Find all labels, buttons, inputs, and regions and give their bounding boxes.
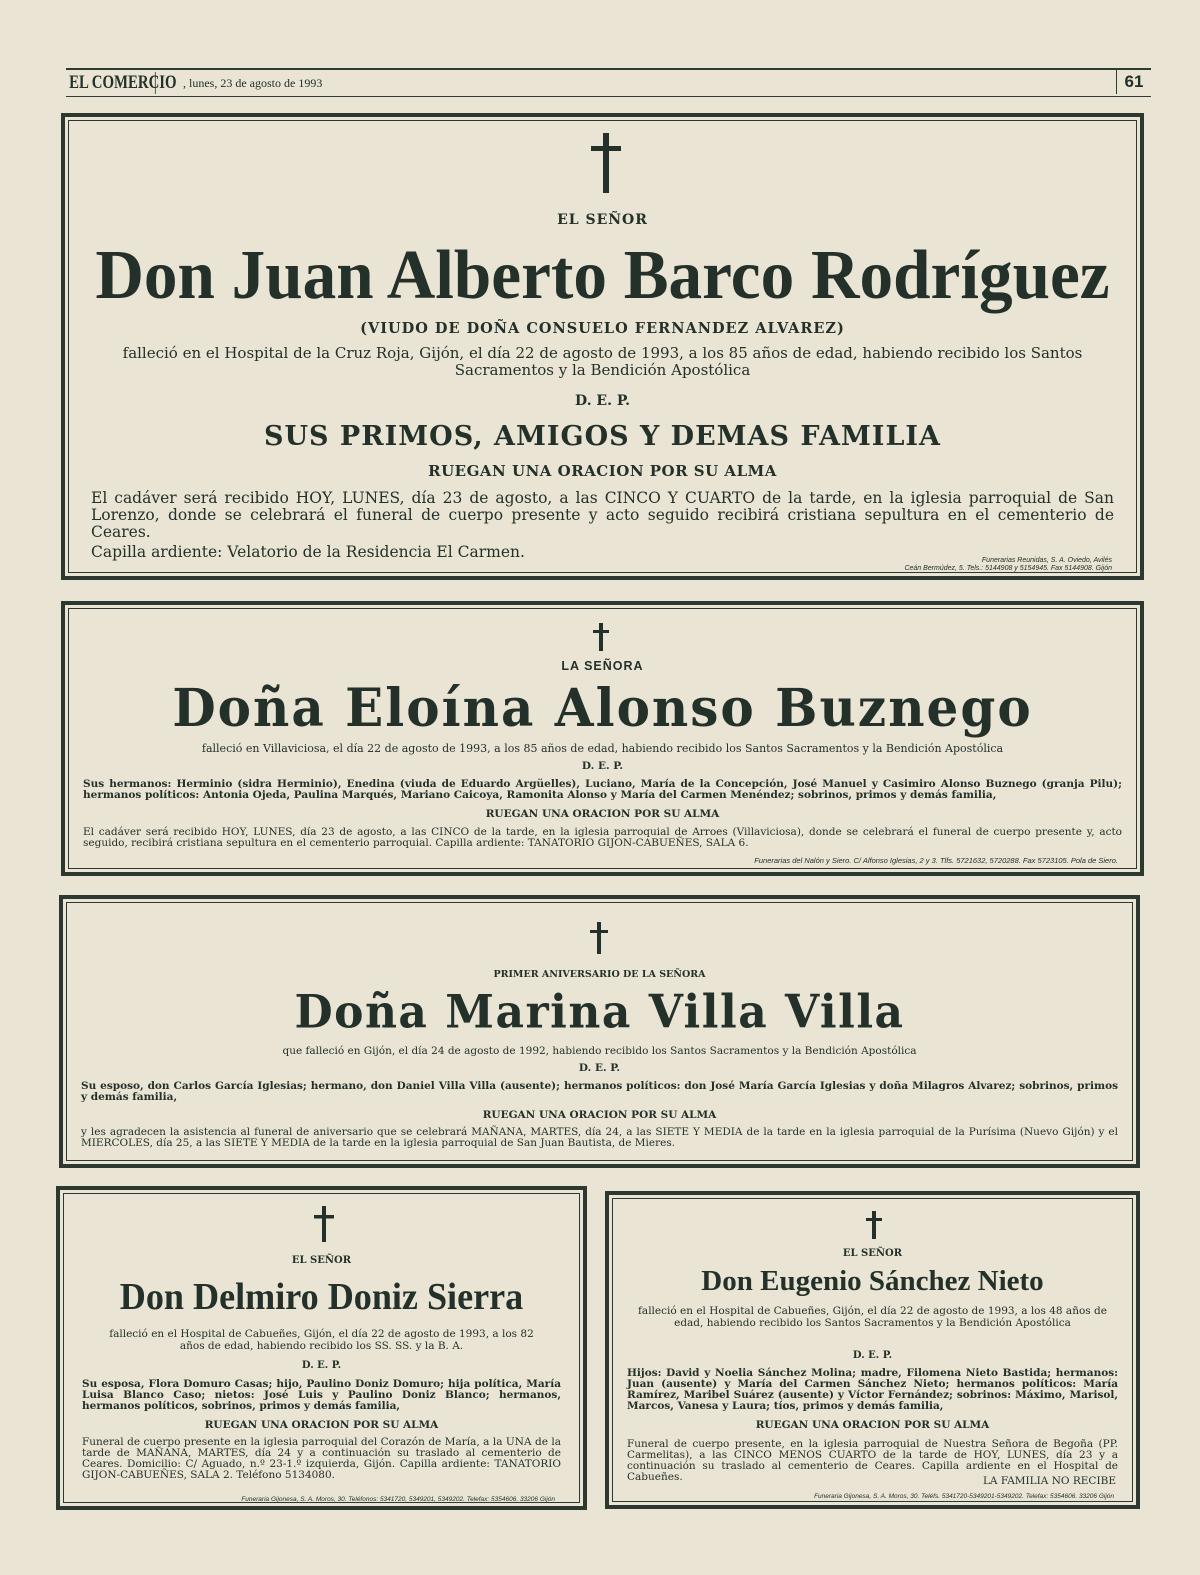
page-number: 61 xyxy=(1116,70,1151,94)
obituary-sanchez-nieto xyxy=(605,1191,1140,1509)
obituary-alonso-buznego xyxy=(61,601,1144,876)
obituary-doniz-sierra xyxy=(56,1186,587,1510)
issue-date: , lunes, 23 de agosto de 1993 xyxy=(183,75,323,90)
dep-line: D. E. P. xyxy=(581,760,624,772)
notice-label: EL SEÑOR xyxy=(557,212,648,228)
widower-line: (VIUDO DE DOÑA CONSUELO FERNANDEZ ALVAREZ) xyxy=(360,320,845,337)
death-text: falleció en el Hospital de Cabueñes, Gijón, el día 22 de agosto de 1993, a los 48 años de edad, habiendo recibido los Santos Sacramentos y la Bendición Apostólica xyxy=(638,1305,1107,1329)
funeral-details: y les agradecen la asistencia al funeral de aniversario que se celebrará MAÑANA, MARTES, día 24, a las SIETE Y MEDIA de la tarde en la iglesia parroquial de la Purísima (Nuevo Gijón) y el MIERCOLES, día 25, a las SIETE Y MEDIA de la tarde en la iglesia parroquial de San Juan Bautista, de Mieres. xyxy=(81,1126,1118,1150)
dep-line: D. E. P. xyxy=(852,1350,893,1361)
family-text: Sus hermanos: Herminio (sidra Herminio), Enedina (viuda de Eduardo Argüelles), Luciano, María de la Concepción, José Manuel y Casimiro Alonso Buznego (granja Pilu); hermanos políticos: Antonia Ojeda, Paulina Marqués, Mariano Caicoya, Ramonita Alonso y María del Carmen Menéndez; sobrinos, primos y demás familia, xyxy=(83,778,1122,802)
family-line: SUS PRIMOS, AMIGOS Y DEMAS FAMILIA xyxy=(263,421,942,452)
cross-icon xyxy=(590,922,608,954)
death-text: falleció en el Hospital de Cabueñes, Gijón, el día 22 de agosto de 1993, a los 82 años de edad, habiendo recibido los SS. SS. y la B. A. xyxy=(109,1328,534,1352)
funeral-details: Funeral de cuerpo presente, en la iglesia parroquial de Nuestra Señora de Begoña (PP. Carmelitas), a las CINCO MENOS CUARTO de la tarde de HOY, LUNES, día 23 y a continuación su traslado al cementerio de Ceares. Capilla ardiente en el Hospital de Cabueñes. xyxy=(627,1438,1118,1484)
funeral-home xyxy=(904,557,1112,574)
chapel-line: Capilla ardiente: Velatorio de la Residencia El Carmen. xyxy=(91,543,525,561)
no-receive-note: LA FAMILIA NO RECIBE xyxy=(982,1475,1116,1487)
death-text: que falleció en Gijón, el día 24 de agosto de 1992, habiendo recibido los Santos Sacramentos y la Bendición Apostólica xyxy=(282,1045,917,1057)
prayer-line: RUEGAN UNA ORACION POR SU ALMA xyxy=(485,808,720,820)
family-text: Su esposa, Flora Domuro Casas; hijo, Paulino Doniz Domuro; hija política, María Luisa Blanco Caso; nietos: José Luis y Paulino Doniz Blanco; hermanos, hermanos políticos, sobrinos, primos y demás familia, xyxy=(82,1378,561,1413)
newspaper-logo: EL COMERCIO xyxy=(66,72,156,94)
death-text: falleció en el Hospital de la Cruz Roja, Gijón, el día 22 de agosto de 1993, a los 85 años de edad, habiendo recibido los Santos Sacramentos y la Bendición Apostólica xyxy=(122,344,1083,379)
prayer-line: RUEGAN UNA ORACION POR SU ALMA xyxy=(755,1419,990,1431)
funeral-home: Funerarias del Nalón y Siero. C/ Alfonso Iglesias, 2 y 3. Tlfs. 5721632, 5720288. Fax 5723105. Pola de Siero. xyxy=(754,856,1118,865)
death-text: falleció en Villaviciosa, el día 22 de agosto de 1993, a los 85 años de edad, habiendo recibido los Santos Sacramentos y la Bendición Apostólica xyxy=(201,742,1004,755)
prayer-line: RUEGAN UNA ORACION POR SU ALMA xyxy=(482,1109,717,1121)
notice-label: EL SEÑOR xyxy=(842,1248,903,1259)
funeral-details: El cadáver será recibido HOY, LUNES, día 23 de agosto, a las CINCO Y CUARTO de la tarde, en la iglesia parroquial de San Lorenzo, donde se celebrará el funeral de cuerpo presente y acto seguido recibirá cristiana sepultura en el cementerio de Ceares. xyxy=(91,489,1114,542)
funeral-home: Funeraria Gijonesa, S. A. Moros, 30. Teléfonos: 5341720, 5349201, 5349202. Telefax: 5354606. 33206 Gijón xyxy=(241,1496,555,1503)
obituary-barco-rodriguez xyxy=(61,113,1144,580)
funeral-details: El cadáver será recibido HOY, LUNES, día 23 de agosto, a las CINCO de la tarde, en la iglesia parroquial de Arroes (Villaviciosa), donde se celebrará el funeral de cuerpo presente y, acto seguido, recibirá cristiana sepultura en el cementerio parroquial. Capilla ardiente: TANATORIO GIJON-CABUEÑES, SALA 6. xyxy=(83,826,1122,850)
obituary-villa-villa xyxy=(59,895,1140,1168)
prayer-line: RUEGAN UNA ORACION POR SU ALMA xyxy=(204,1419,439,1431)
notice-label: LA SEÑORA xyxy=(561,659,644,673)
cross-icon xyxy=(314,1206,334,1242)
deceased-name: Don Juan Alberto Barco Rodríguez xyxy=(95,237,1110,314)
funeral-home-line-1: Funerarias Reunidas, S. A. Oviedo, Avilés xyxy=(981,557,1112,564)
dep-line: D. E. P. xyxy=(578,1062,621,1074)
cross-icon xyxy=(593,623,609,651)
notice-label: PRIMER ANIVERSARIO DE LA SEÑORA xyxy=(493,969,706,980)
cross-icon xyxy=(866,1211,882,1239)
dep-line: D. E. P. xyxy=(301,1360,342,1371)
deceased-name: Doña Eloína Alonso Buznego xyxy=(172,676,1033,739)
prayer-line: RUEGAN UNA ORACION POR SU ALMA xyxy=(428,462,777,480)
newspaper-header xyxy=(66,68,1151,97)
funeral-details: Funeral de cuerpo presente en la iglesia parroquial del Corazón de María, a la UNA de la tarde de MAÑANA, MARTES, día 24 y a continuación su traslado al cementerio de Ceares. Domicilio: C/ Aguado, n.º 23-1.º izquierda, Gijón. Capilla ardiente: TANATORIO GIJON-CABUEÑES, SALA 2. Teléfono 5134080. xyxy=(82,1436,561,1482)
deceased-name: Doña Marina Villa Villa xyxy=(294,985,905,1040)
notice-label: EL SEÑOR xyxy=(291,1255,352,1266)
funeral-home: Funeraria Gijonesa, S. A. Moros, 30. Teléfs. 5341720-5349201-5349202. Telefax: 5354606. 33206 Gijón xyxy=(814,1493,1114,1500)
dep-line: D. E. P. xyxy=(575,393,630,409)
family-text: Su esposo, don Carlos García Iglesias; hermano, don Daniel Villa Villa (ausente); hermanos políticos: don José María García Iglesias y doña Milagros Alvarez; sobrinos, primos y demás familia, xyxy=(81,1080,1118,1104)
deceased-name: Don Eugenio Sánchez Nieto xyxy=(701,1265,1044,1297)
deceased-name: Don Delmiro Doniz Sierra xyxy=(119,1276,524,1318)
cross-icon xyxy=(591,133,621,193)
family-text: Hijos: David y Noelia Sánchez Molina; madre, Filomena Nieto Bastida; hermanos: Juan (ausente) y María del Carmen Sánchez Nieto; hermanos políticos: María Ramírez, Maribel Suárez (ausente) y Víctor Fernández; sobrinos: Máximo, Marisol, Marcos, Vanesa y Laura; tíos, primos y demás familia, xyxy=(627,1367,1118,1413)
funeral-home-line-2: Ceán Bermúdez, 5. Tels.: 5144908 y 5154945. Fax 5144908. Gijón xyxy=(904,565,1112,573)
